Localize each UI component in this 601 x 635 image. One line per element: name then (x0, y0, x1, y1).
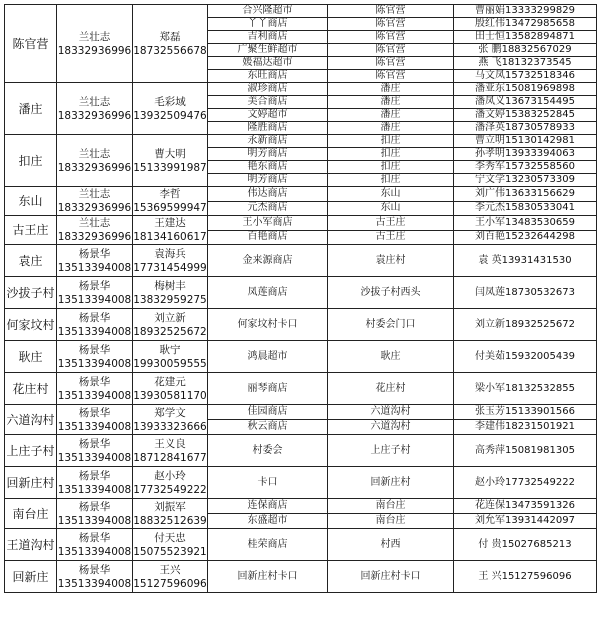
shop-location: 扣庄 (328, 174, 454, 187)
leader-name: 杨景华 (78, 311, 111, 324)
leader-phone: 13513394008 (57, 293, 132, 306)
shop-contact: 王 兴15127596096 (454, 561, 597, 593)
shop-location: 陈官营 (328, 31, 454, 44)
shop-contact: 张 鹏18832567029 (454, 44, 597, 57)
shop-name: 广聚生鲜超市 (208, 44, 328, 57)
official-name: 曹大明 (154, 147, 186, 160)
leader-name: 杨景华 (78, 531, 111, 544)
shop-location: 回新庄村 (328, 467, 454, 499)
shop-contact: 王小军13483530659 (454, 216, 597, 231)
official-phone: 18712841677 (133, 451, 207, 464)
leader-phone: 18332936996 (57, 202, 132, 214)
shop-name: 何家坟村卡口 (208, 309, 328, 341)
leader-name: 杨景华 (78, 406, 111, 419)
leader-phone: 13513394008 (57, 357, 132, 370)
shop-name: 淑珍商店 (208, 83, 328, 96)
table-row (5, 5, 597, 18)
leader-phone: 18332936996 (57, 44, 132, 57)
leader-phone: 18332936996 (57, 161, 132, 174)
shop-contact: 田士恒13582894871 (454, 31, 597, 44)
leader-cell (57, 341, 133, 373)
leader-phone: 13513394008 (57, 451, 132, 464)
town-cell: 沙拔子村 (5, 277, 57, 309)
leader-cell (57, 373, 133, 405)
shop-name: 连保商店 (208, 499, 328, 514)
shop-contact: 曹丽娟13333299829 (454, 5, 597, 18)
shop-name: 元杰商店 (208, 201, 328, 216)
shop-name: 百艳商店 (208, 230, 328, 245)
official-name: 花建元 (154, 375, 186, 388)
leader-phone: 13513394008 (57, 545, 132, 558)
leader-cell (57, 561, 133, 593)
leader-cell (57, 187, 133, 216)
town-cell: 潘庄 (5, 83, 57, 135)
table-row (5, 83, 597, 96)
town-cell: 上庄子村 (5, 435, 57, 467)
leader-cell (57, 309, 133, 341)
leader-name: 杨景华 (78, 375, 111, 388)
leader-cell (57, 5, 133, 83)
town-cell: 六道沟村 (5, 405, 57, 435)
shop-location: 古王庄 (328, 230, 454, 245)
table-row (5, 529, 597, 561)
shop-contact: 殷红伟13472985658 (454, 18, 597, 31)
shop-contact: 燕 飞18132373545 (454, 57, 597, 70)
official-cell (133, 309, 208, 341)
leader-name: 兰壮志 (78, 217, 111, 229)
leader-cell (57, 245, 133, 277)
official-cell (133, 529, 208, 561)
shop-name: 东旺商店 (208, 70, 328, 83)
town-cell: 南台庄 (5, 499, 57, 529)
town-cell: 回新庄村 (5, 467, 57, 499)
shop-contact: 刘允军13931442097 (454, 514, 597, 529)
official-name: 付天忠 (154, 531, 186, 544)
leader-phone: 13513394008 (57, 577, 132, 590)
leader-phone: 13513394008 (57, 514, 132, 527)
shop-name: 秋云商店 (208, 420, 328, 435)
leader-cell (57, 435, 133, 467)
town-cell: 东山 (5, 187, 57, 216)
official-cell (133, 435, 208, 467)
official-name: 袁海兵 (154, 247, 186, 260)
official-phone: 13933323666 (133, 420, 207, 433)
leader-name: 兰壮志 (78, 30, 111, 43)
shop-location: 古王庄 (328, 216, 454, 231)
shop-contact: 宁文学13230573309 (454, 174, 597, 187)
official-phone: 13832959275 (133, 293, 207, 306)
shop-contact: 潘泽英18730578933 (454, 122, 597, 135)
shop-name: 丽琴商店 (208, 373, 328, 405)
official-cell (133, 5, 208, 83)
official-cell (133, 499, 208, 529)
shop-location: 潘庄 (328, 96, 454, 109)
leader-name: 兰壮志 (78, 188, 111, 200)
leader-cell (57, 216, 133, 245)
leader-cell (57, 467, 133, 499)
table-row (5, 277, 597, 309)
shop-location: 扣庄 (328, 148, 454, 161)
table-row (5, 499, 597, 514)
official-phone: 13930581170 (133, 389, 207, 402)
official-name: 郑学文 (154, 406, 186, 419)
town-cell: 古王庄 (5, 216, 57, 245)
leader-cell (57, 277, 133, 309)
official-phone: 18732556678 (133, 44, 207, 57)
table-body (5, 5, 597, 593)
leader-phone: 18332936996 (57, 231, 132, 243)
table-row (5, 561, 597, 593)
table-row (5, 405, 597, 420)
official-name: 赵小玲 (154, 469, 186, 482)
official-name: 郑磊 (159, 30, 181, 43)
leader-phone: 13513394008 (57, 483, 132, 496)
leader-name: 兰壮志 (78, 95, 111, 108)
official-cell (133, 467, 208, 499)
table-row (5, 341, 597, 373)
leader-cell (57, 135, 133, 187)
shop-location: 花庄村 (328, 373, 454, 405)
official-name: 毛彩域 (154, 95, 186, 108)
official-cell (133, 561, 208, 593)
shop-contact: 李秀军15732558560 (454, 161, 597, 174)
leader-phone: 13513394008 (57, 389, 132, 402)
shop-location: 袁庄村 (328, 245, 454, 277)
shop-name: 卡口 (208, 467, 328, 499)
leader-name: 杨景华 (78, 500, 111, 513)
official-name: 梅树丰 (154, 279, 186, 292)
shop-name: 媛福达超市 (208, 57, 328, 70)
table-row (5, 373, 597, 405)
shop-contact: 花连保13473591326 (454, 499, 597, 514)
town-cell: 花庄村 (5, 373, 57, 405)
official-name: 耿宁 (159, 343, 181, 356)
shop-name: 吉利商店 (208, 31, 328, 44)
official-phone: 19930059555 (133, 357, 207, 370)
contact-table (4, 4, 597, 593)
official-cell (133, 373, 208, 405)
shop-name: 王小军商店 (208, 216, 328, 231)
leader-name: 杨景华 (78, 343, 111, 356)
shop-name: 金来源商店 (208, 245, 328, 277)
official-cell (133, 405, 208, 435)
leader-cell (57, 405, 133, 435)
town-cell: 耿庄 (5, 341, 57, 373)
shop-contact: 刘百艳15232644298 (454, 230, 597, 245)
shop-name: 伟达商店 (208, 187, 328, 202)
shop-name: 合兴隆超市 (208, 5, 328, 18)
official-phone: 15075523921 (133, 545, 207, 558)
table-row (5, 467, 597, 499)
shop-contact: 孙孝明13933394063 (454, 148, 597, 161)
table-row (5, 245, 597, 277)
leader-name: 兰壮志 (78, 147, 111, 160)
shop-location: 陈官营 (328, 44, 454, 57)
shop-contact: 潘文婷15383252845 (454, 109, 597, 122)
shop-location: 潘庄 (328, 109, 454, 122)
leader-name: 杨景华 (78, 563, 111, 576)
shop-location: 扣庄 (328, 135, 454, 148)
shop-location: 耿庄 (328, 341, 454, 373)
shop-contact: 高秀萍15081981305 (454, 435, 597, 467)
official-cell (133, 277, 208, 309)
leader-name: 杨景华 (78, 437, 111, 450)
leader-phone: 13513394008 (57, 420, 132, 433)
shop-contact: 李建伟18231501921 (454, 420, 597, 435)
official-cell (133, 83, 208, 135)
official-cell (133, 245, 208, 277)
official-phone: 18832512639 (133, 514, 207, 527)
shop-contact: 闫凤莲18730532673 (454, 277, 597, 309)
shop-contact: 赵小玲17732549222 (454, 467, 597, 499)
shop-contact: 潘凤义13673154495 (454, 96, 597, 109)
table-row (5, 135, 597, 148)
town-cell: 扣庄 (5, 135, 57, 187)
shop-contact: 马文凤15732518346 (454, 70, 597, 83)
leader-cell (57, 529, 133, 561)
leader-name: 杨景华 (78, 247, 111, 260)
official-phone: 18932525672 (133, 325, 207, 338)
shop-name: 隆胜商店 (208, 122, 328, 135)
leader-name: 杨景华 (78, 279, 111, 292)
shop-location: 陈官营 (328, 18, 454, 31)
shop-contact: 曹立明15130142981 (454, 135, 597, 148)
official-cell (133, 187, 208, 216)
shop-location: 六道沟村 (328, 405, 454, 420)
town-cell: 王道沟村 (5, 529, 57, 561)
shop-location: 东山 (328, 201, 454, 216)
shop-location: 村西 (328, 529, 454, 561)
official-name: 刘振军 (154, 500, 186, 513)
shop-name: 丫丫商店 (208, 18, 328, 31)
shop-location: 陈官营 (328, 5, 454, 18)
shop-contact: 付美茹15932005439 (454, 341, 597, 373)
table-row (5, 187, 597, 202)
shop-name: 凤莲商店 (208, 277, 328, 309)
shop-location: 上庄子村 (328, 435, 454, 467)
shop-location: 村委会门口 (328, 309, 454, 341)
leader-phone: 13513394008 (57, 261, 132, 274)
official-phone: 18134160617 (133, 231, 207, 243)
shop-location: 潘庄 (328, 122, 454, 135)
shop-contact: 刘立新18932525672 (454, 309, 597, 341)
shop-location: 南台庄 (328, 514, 454, 529)
shop-contact: 梁小军18132532855 (454, 373, 597, 405)
official-phone: 17731454999 (133, 261, 207, 274)
official-phone: 15133991987 (133, 161, 207, 174)
shop-contact: 刘广伟13633156629 (454, 187, 597, 202)
shop-location: 潘庄 (328, 83, 454, 96)
official-name: 王兴 (159, 563, 181, 576)
official-name: 刘立新 (154, 311, 186, 324)
shop-location: 扣庄 (328, 161, 454, 174)
official-name: 王建达 (154, 217, 186, 229)
shop-contact: 付 贵15027685213 (454, 529, 597, 561)
official-cell (133, 216, 208, 245)
shop-contact: 潘亚东15081969898 (454, 83, 597, 96)
shop-contact: 袁 英13931431530 (454, 245, 597, 277)
shop-name: 回新庄村卡口 (208, 561, 328, 593)
shop-location: 南台庄 (328, 499, 454, 514)
official-name: 李哲 (159, 188, 181, 200)
official-cell (133, 341, 208, 373)
town-cell: 袁庄 (5, 245, 57, 277)
shop-location: 沙拔子村西头 (328, 277, 454, 309)
shop-name: 佳园商店 (208, 405, 328, 420)
shop-contact: 李元杰15830533041 (454, 201, 597, 216)
town-cell: 回新庄 (5, 561, 57, 593)
leader-phone: 18332936996 (57, 109, 132, 122)
shop-name: 艳东商店 (208, 161, 328, 174)
town-cell: 何家坟村 (5, 309, 57, 341)
leader-name: 杨景华 (78, 469, 111, 482)
official-name: 王义良 (154, 437, 186, 450)
leader-cell (57, 83, 133, 135)
official-phone: 13932509476 (133, 109, 207, 122)
shop-name: 明芳商店 (208, 148, 328, 161)
shop-name: 村委会 (208, 435, 328, 467)
table-row (5, 309, 597, 341)
official-phone: 15127596096 (133, 577, 207, 590)
shop-name: 东盛超市 (208, 514, 328, 529)
shop-name: 永新商店 (208, 135, 328, 148)
table-row (5, 435, 597, 467)
shop-name: 美合商店 (208, 96, 328, 109)
leader-phone: 13513394008 (57, 325, 132, 338)
shop-name: 文婷超市 (208, 109, 328, 122)
official-cell (133, 135, 208, 187)
shop-name: 明芳商店 (208, 174, 328, 187)
official-phone: 17732549222 (133, 483, 207, 496)
table-row (5, 216, 597, 231)
shop-location: 六道沟村 (328, 420, 454, 435)
shop-name: 鸿晨超市 (208, 341, 328, 373)
shop-name: 桂荣商店 (208, 529, 328, 561)
shop-contact: 张玉芳15133901566 (454, 405, 597, 420)
shop-location: 回新庄村卡口 (328, 561, 454, 593)
town-cell: 陈官营 (5, 5, 57, 83)
leader-cell (57, 499, 133, 529)
shop-location: 陈官营 (328, 57, 454, 70)
official-phone: 15369599947 (133, 202, 207, 214)
shop-location: 东山 (328, 187, 454, 202)
shop-location: 陈官营 (328, 70, 454, 83)
